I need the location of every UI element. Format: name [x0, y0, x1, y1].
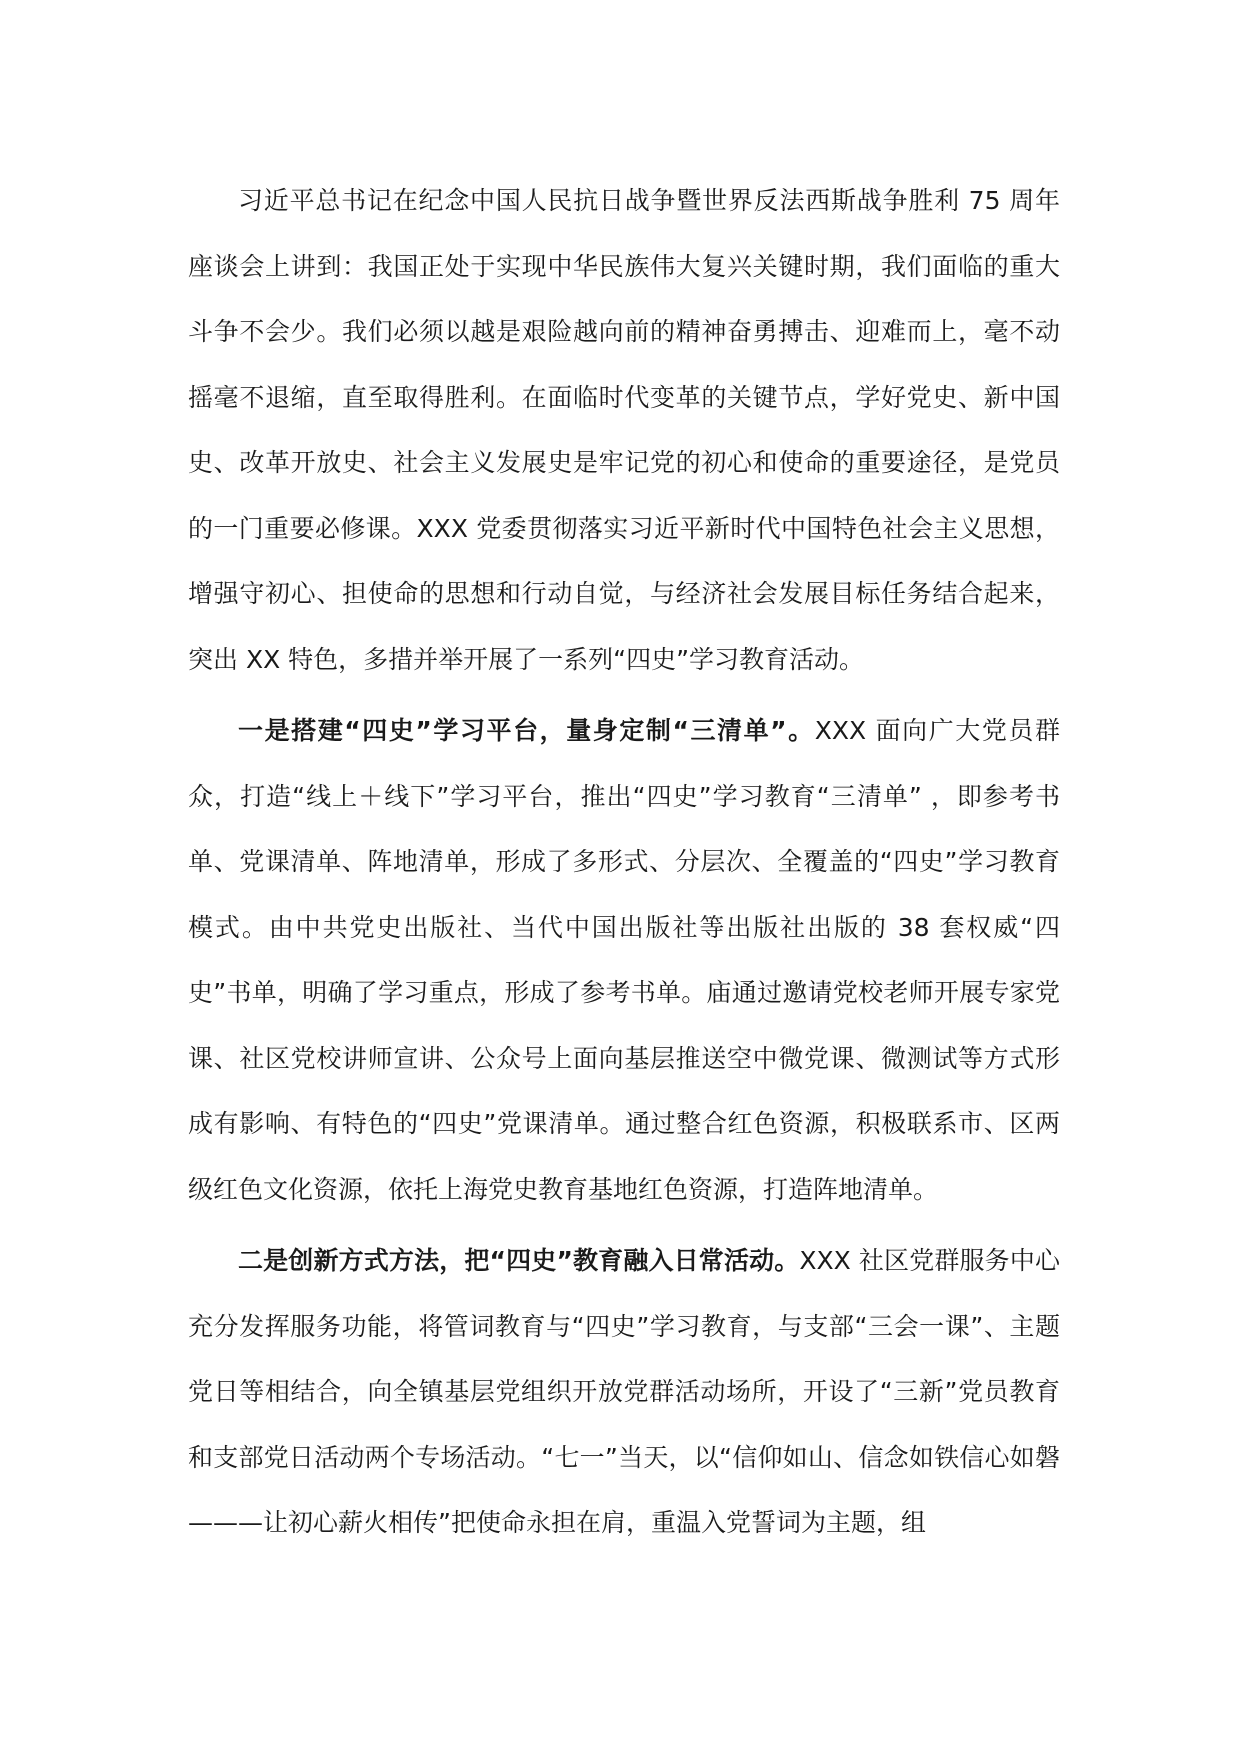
paragraph-text: XXX 社区党群服务中心充分发挥服务功能，将管词教育与“四史”学习教育，与支部“三会一课”、主题党日等相结合，向全镇基层党组织开放党群活动场所，开设了“三新”党员教育和支部党日活动两个专场活动。“七一”当天，以“信仰如山、信念如铁信心如磐———让初心薪火相传”把使命永担在肩，重温入党誓词为主题，组	[188, 1246, 1060, 1537]
paragraph-text: 习近平总书记在纪念中国人民抗日战争暨世界反法西斯战争胜利 75 周年座谈会上讲到：我国正处于实现中华民族伟大复兴关键时期，我们面临的重大斗争不会少。我们必须以越是艰险越向前的精神奋勇搏击、迎难而上，毫不动摇毫不退缩，直至取得胜利。在面临时代变革的关键节点，学好党史、新中国史、改革开放史、社会主义发展史是牢记党的初心和使命的重要途径，是党员的一门重要必修课。XXX 党委贯彻落实习近平新时代中国特色社会主义思想，增强守初心、担使命的思想和行动自觉，与经济社会发展目标任务结合起来，突出 XX 特色，多措并举开展了一系列“四史”学习教育活动。	[188, 186, 1060, 674]
paragraph-lead-heading: 二是创新方式方法，把“四史”教育融入日常活动。	[238, 1246, 800, 1275]
paragraph-lead-heading: 一是搭建“四史”学习平台，量身定制“三清单”。	[238, 716, 815, 745]
paragraph-text: XXX 面向广大党员群众，打造“线上＋线下”学习平台，推出“四史”学习教育“三清单” ，即参考书单、党课清单、阵地清单，形成了多形式、分层次、全覆盖的“四史”学习教育模式。由中共党史出版社、当代中国出版社等出版社出版的 38 套权威“四史”书单，明确了学习重点，形成了参考书单。庙通过邀请党校老师开展专家党课、社区党校讲师宣讲、公众号上面向基层推送空中微党课、微测试等方式形成有影响、有特色的“四史”党课清单。通过整合红色资源，积极联系市、区两级红色文化资源，依托上海党史教育基地红色资源，打造阵地清单。	[188, 716, 1060, 1204]
paragraph-intro	[188, 168, 1060, 692]
document-body	[188, 168, 1060, 1562]
paragraph-activities	[188, 1228, 1060, 1556]
paragraph-platform	[188, 698, 1060, 1222]
